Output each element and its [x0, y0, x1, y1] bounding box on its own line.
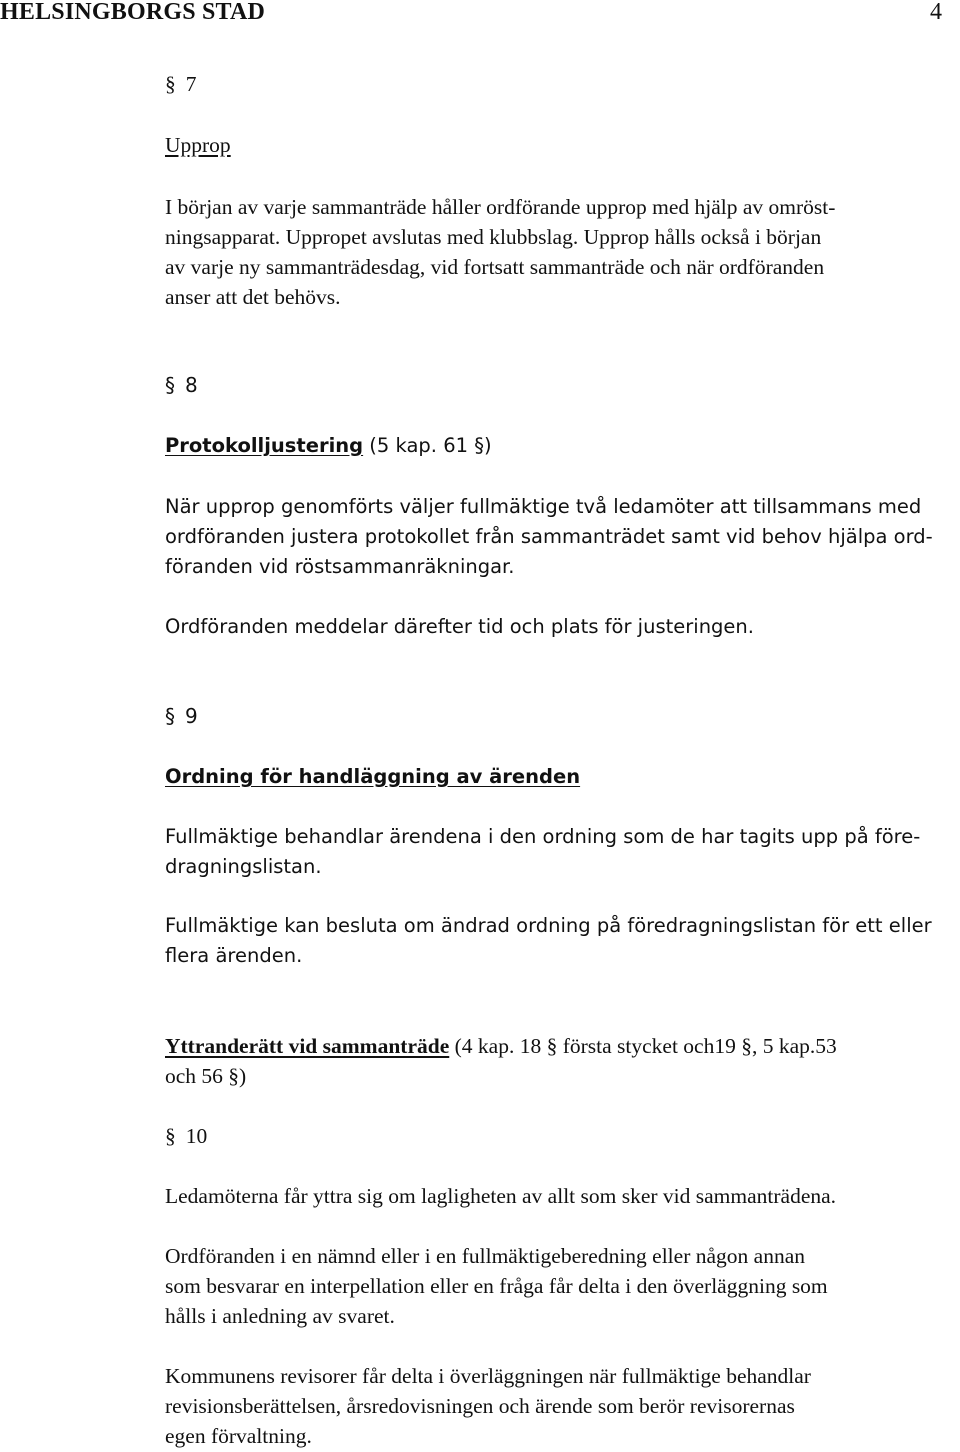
- text-line: Fullmäktige kan besluta om ändrad ordning på föredragningslistan för ett eller: [165, 914, 932, 937]
- text-line: I början av varje sammanträde håller ordförande upprop med hjälp av omröst-: [165, 195, 836, 219]
- section-8-paragraph-1: [165, 492, 960, 582]
- section-8-title: [165, 431, 960, 461]
- section-number: 9: [185, 704, 198, 728]
- section-7-number: [165, 69, 197, 99]
- law-reference: och 56: [165, 1064, 229, 1088]
- text-line: dragningslistan.: [165, 855, 322, 878]
- law-reference: (4 kap. 18: [449, 1034, 547, 1058]
- section-9-number: [165, 701, 198, 731]
- text-line: egen förvaltning.: [165, 1424, 312, 1448]
- text-line: anser att det behövs.: [165, 285, 341, 309]
- text-line: Ordföranden i en nämnd eller i en fullmäktigeberedning eller någon annan: [165, 1244, 805, 1268]
- text-line: ningsapparat. Uppropet avslutas med klubbslag. Upprop hålls också i början: [165, 225, 822, 249]
- page-header: [0, 0, 960, 26]
- paragraph-symbol: §: [546, 1034, 558, 1058]
- text-line: När upprop genomförts väljer fullmäktige två ledamöter att tillsammans med: [165, 495, 922, 518]
- text-line: hålls i anledning av svaret.: [165, 1304, 395, 1328]
- section-10-paragraph-1: [165, 1181, 960, 1211]
- text-line: flera ärenden.: [165, 944, 303, 967]
- text-line: Ledamöterna får yttra sig om lagligheten av allt som sker vid sammanträdena.: [165, 1184, 837, 1208]
- paragraph-symbol: §: [228, 1064, 240, 1088]
- section-9-title: [165, 762, 960, 792]
- page-number: 4: [930, 0, 942, 25]
- heading-line-1: [165, 1031, 960, 1061]
- section-9-paragraph-1: [165, 822, 960, 882]
- section-10-paragraph-3: [165, 1361, 960, 1451]
- section-9-paragraph-2: [165, 911, 960, 971]
- text-line: revisionsberättelsen, årsredovisningen och ärende som berör revisorernas: [165, 1394, 795, 1418]
- section-title: Upprop: [165, 133, 231, 157]
- law-reference: (5 kap. 61: [363, 434, 475, 457]
- section-number: 10: [185, 1124, 208, 1148]
- paragraph-symbol: §: [474, 434, 484, 457]
- paragraph-symbol: §: [165, 1124, 176, 1148]
- law-reference: , 5 kap.53: [751, 1034, 837, 1058]
- paragraph-symbol: §: [165, 72, 176, 96]
- text-line: som besvarar en interpellation eller en fråga får delta i den överläggning som: [165, 1274, 828, 1298]
- text-line: Ordföranden meddelar därefter tid och plats för justeringen.: [165, 615, 754, 638]
- organization-name: HELSINGBORGS STAD: [0, 0, 266, 25]
- law-reference: första stycket och19: [557, 1034, 742, 1058]
- section-10-heading: [165, 1031, 960, 1091]
- section-title: Protokolljustering: [165, 434, 364, 457]
- paragraph-symbol: §: [741, 1034, 752, 1058]
- section-number: 7: [185, 72, 197, 96]
- section-7-body: [165, 192, 960, 312]
- heading-line-2: [165, 1061, 960, 1091]
- section-8-paragraph-2: [165, 612, 960, 642]
- text-line: Kommunens revisorer får delta i överläggningen när fullmäktige behandlar: [165, 1364, 811, 1388]
- paragraph-symbol: §: [165, 704, 175, 728]
- section-title: Yttranderätt vid sammanträde: [165, 1034, 450, 1058]
- section-7-title: [165, 130, 960, 160]
- section-number: 8: [185, 373, 198, 397]
- text-line: föranden vid röstsammanräkningar.: [165, 555, 515, 578]
- law-reference-end: ): [483, 434, 492, 457]
- section-8-number: [165, 370, 198, 400]
- paragraph-symbol: §: [165, 373, 175, 397]
- section-title: Ordning för handläggning av ärenden: [165, 765, 581, 788]
- text-line: Fullmäktige behandlar ärendena i den ordning som de har tagits upp på före-: [165, 825, 921, 848]
- section-10-number: [165, 1121, 207, 1151]
- text-line: ordföranden justera protokollet från sammanträdet samt vid behov hjälpa ord-: [165, 525, 933, 548]
- section-10-paragraph-2: [165, 1241, 960, 1331]
- text-line: av varje ny sammanträdesdag, vid fortsatt sammanträde och när ordföranden: [165, 255, 825, 279]
- law-reference-end: ): [239, 1064, 247, 1088]
